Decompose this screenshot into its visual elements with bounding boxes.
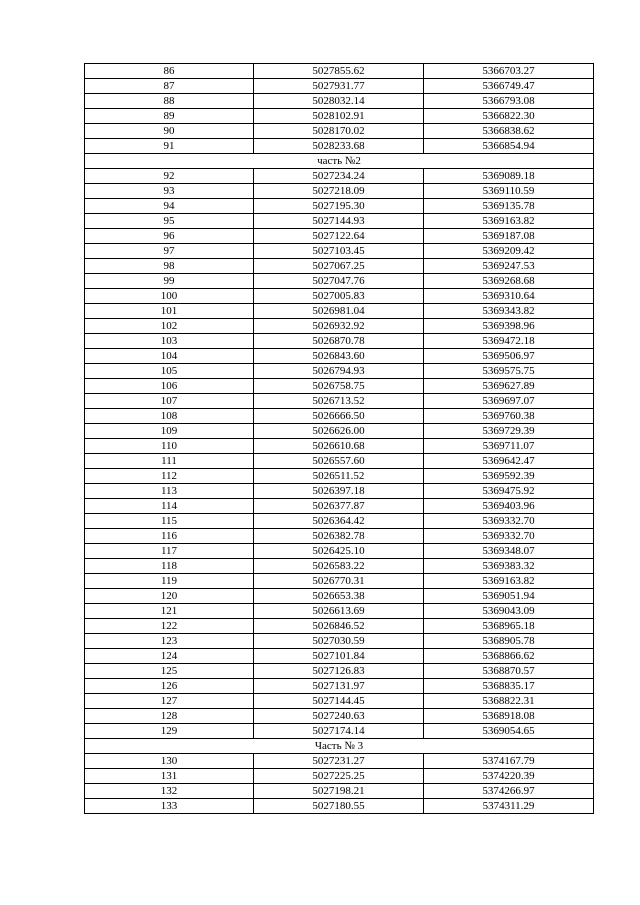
x-coordinate-cell: 5026770.31 xyxy=(254,574,424,589)
x-coordinate-cell: 5027180.55 xyxy=(254,799,424,814)
x-coordinate-cell: 5026666.50 xyxy=(254,409,424,424)
table-row xyxy=(85,469,594,484)
y-coordinate-cell: 5369163.82 xyxy=(424,574,594,589)
y-coordinate-cell: 5369383.32 xyxy=(424,559,594,574)
point-number-cell: 133 xyxy=(85,799,254,814)
y-coordinate-cell: 5369163.82 xyxy=(424,214,594,229)
table-row xyxy=(85,709,594,724)
coordinates-table-body xyxy=(85,64,594,814)
x-coordinate-cell: 5026758.75 xyxy=(254,379,424,394)
table-row xyxy=(85,379,594,394)
y-coordinate-cell: 5369729.39 xyxy=(424,424,594,439)
table-row xyxy=(85,244,594,259)
point-number-cell: 110 xyxy=(85,439,254,454)
section-header-row xyxy=(85,154,594,169)
y-coordinate-cell: 5366793.08 xyxy=(424,94,594,109)
table-row xyxy=(85,694,594,709)
x-coordinate-cell: 5026653.38 xyxy=(254,589,424,604)
x-coordinate-cell: 5027144.93 xyxy=(254,214,424,229)
point-number-cell: 119 xyxy=(85,574,254,589)
point-number-cell: 130 xyxy=(85,754,254,769)
table-row xyxy=(85,169,594,184)
table-row xyxy=(85,424,594,439)
point-number-cell: 103 xyxy=(85,334,254,349)
x-coordinate-cell: 5026846.52 xyxy=(254,619,424,634)
x-coordinate-cell: 5026610.68 xyxy=(254,439,424,454)
point-number-cell: 127 xyxy=(85,694,254,709)
x-coordinate-cell: 5027122.64 xyxy=(254,229,424,244)
section-header: Часть № 3 xyxy=(85,739,594,754)
table-row xyxy=(85,619,594,634)
y-coordinate-cell: 5369187.08 xyxy=(424,229,594,244)
x-coordinate-cell: 5026613.69 xyxy=(254,604,424,619)
point-number-cell: 87 xyxy=(85,79,254,94)
y-coordinate-cell: 5369575.75 xyxy=(424,364,594,379)
table-row xyxy=(85,319,594,334)
y-coordinate-cell: 5368965.18 xyxy=(424,619,594,634)
y-coordinate-cell: 5369348.07 xyxy=(424,544,594,559)
y-coordinate-cell: 5369403.96 xyxy=(424,499,594,514)
table-row xyxy=(85,199,594,214)
coordinates-table xyxy=(84,63,594,814)
point-number-cell: 100 xyxy=(85,289,254,304)
x-coordinate-cell: 5027231.27 xyxy=(254,754,424,769)
table-row xyxy=(85,139,594,154)
x-coordinate-cell: 5026981.04 xyxy=(254,304,424,319)
y-coordinate-cell: 5368835.17 xyxy=(424,679,594,694)
y-coordinate-cell: 5366703.27 xyxy=(424,64,594,79)
point-number-cell: 92 xyxy=(85,169,254,184)
x-coordinate-cell: 5028233.68 xyxy=(254,139,424,154)
point-number-cell: 86 xyxy=(85,64,254,79)
point-number-cell: 93 xyxy=(85,184,254,199)
table-row xyxy=(85,559,594,574)
x-coordinate-cell: 5026583.22 xyxy=(254,559,424,574)
point-number-cell: 124 xyxy=(85,649,254,664)
point-number-cell: 105 xyxy=(85,364,254,379)
y-coordinate-cell: 5374266.97 xyxy=(424,784,594,799)
point-number-cell: 104 xyxy=(85,349,254,364)
y-coordinate-cell: 5369135.78 xyxy=(424,199,594,214)
y-coordinate-cell: 5368866.62 xyxy=(424,649,594,664)
y-coordinate-cell: 5369472.18 xyxy=(424,334,594,349)
x-coordinate-cell: 5027855.62 xyxy=(254,64,424,79)
table-row xyxy=(85,574,594,589)
point-number-cell: 126 xyxy=(85,679,254,694)
x-coordinate-cell: 5027144.45 xyxy=(254,694,424,709)
table-row xyxy=(85,499,594,514)
table-row xyxy=(85,514,594,529)
point-number-cell: 94 xyxy=(85,199,254,214)
x-coordinate-cell: 5026794.93 xyxy=(254,364,424,379)
table-row xyxy=(85,94,594,109)
x-coordinate-cell: 5027195.30 xyxy=(254,199,424,214)
table-row xyxy=(85,664,594,679)
table-row xyxy=(85,589,594,604)
point-number-cell: 107 xyxy=(85,394,254,409)
table-row xyxy=(85,289,594,304)
table-row xyxy=(85,214,594,229)
point-number-cell: 113 xyxy=(85,484,254,499)
point-number-cell: 132 xyxy=(85,784,254,799)
y-coordinate-cell: 5369642.47 xyxy=(424,454,594,469)
x-coordinate-cell: 5027218.09 xyxy=(254,184,424,199)
point-number-cell: 90 xyxy=(85,124,254,139)
section-header: часть №2 xyxy=(85,154,594,169)
point-number-cell: 125 xyxy=(85,664,254,679)
point-number-cell: 95 xyxy=(85,214,254,229)
y-coordinate-cell: 5369209.42 xyxy=(424,244,594,259)
table-row xyxy=(85,634,594,649)
point-number-cell: 123 xyxy=(85,634,254,649)
y-coordinate-cell: 5368822.31 xyxy=(424,694,594,709)
table-row xyxy=(85,799,594,814)
y-coordinate-cell: 5368918.08 xyxy=(424,709,594,724)
x-coordinate-cell: 5026843.60 xyxy=(254,349,424,364)
y-coordinate-cell: 5369089.18 xyxy=(424,169,594,184)
y-coordinate-cell: 5369343.82 xyxy=(424,304,594,319)
point-number-cell: 109 xyxy=(85,424,254,439)
x-coordinate-cell: 5027240.63 xyxy=(254,709,424,724)
x-coordinate-cell: 5027131.97 xyxy=(254,679,424,694)
x-coordinate-cell: 5028170.02 xyxy=(254,124,424,139)
x-coordinate-cell: 5027225.25 xyxy=(254,769,424,784)
table-row xyxy=(85,604,594,619)
y-coordinate-cell: 5369332.70 xyxy=(424,529,594,544)
y-coordinate-cell: 5369592.39 xyxy=(424,469,594,484)
table-row xyxy=(85,79,594,94)
table-row xyxy=(85,109,594,124)
point-number-cell: 131 xyxy=(85,769,254,784)
y-coordinate-cell: 5366822.30 xyxy=(424,109,594,124)
point-number-cell: 102 xyxy=(85,319,254,334)
x-coordinate-cell: 5027126.83 xyxy=(254,664,424,679)
point-number-cell: 116 xyxy=(85,529,254,544)
x-coordinate-cell: 5026870.78 xyxy=(254,334,424,349)
point-number-cell: 122 xyxy=(85,619,254,634)
x-coordinate-cell: 5026932.92 xyxy=(254,319,424,334)
point-number-cell: 106 xyxy=(85,379,254,394)
y-coordinate-cell: 5369398.96 xyxy=(424,319,594,334)
y-coordinate-cell: 5369268.68 xyxy=(424,274,594,289)
table-row xyxy=(85,529,594,544)
x-coordinate-cell: 5026425.10 xyxy=(254,544,424,559)
point-number-cell: 108 xyxy=(85,409,254,424)
y-coordinate-cell: 5366749.47 xyxy=(424,79,594,94)
x-coordinate-cell: 5026364.42 xyxy=(254,514,424,529)
x-coordinate-cell: 5027931.77 xyxy=(254,79,424,94)
table-row xyxy=(85,229,594,244)
y-coordinate-cell: 5368905.78 xyxy=(424,634,594,649)
table-row xyxy=(85,439,594,454)
y-coordinate-cell: 5369475.92 xyxy=(424,484,594,499)
point-number-cell: 91 xyxy=(85,139,254,154)
x-coordinate-cell: 5027174.14 xyxy=(254,724,424,739)
table-row xyxy=(85,784,594,799)
x-coordinate-cell: 5027103.45 xyxy=(254,244,424,259)
y-coordinate-cell: 5366838.62 xyxy=(424,124,594,139)
x-coordinate-cell: 5027067.25 xyxy=(254,259,424,274)
point-number-cell: 97 xyxy=(85,244,254,259)
y-coordinate-cell: 5369711.07 xyxy=(424,439,594,454)
point-number-cell: 129 xyxy=(85,724,254,739)
table-row xyxy=(85,349,594,364)
y-coordinate-cell: 5369627.89 xyxy=(424,379,594,394)
y-coordinate-cell: 5369043.09 xyxy=(424,604,594,619)
x-coordinate-cell: 5026377.87 xyxy=(254,499,424,514)
point-number-cell: 120 xyxy=(85,589,254,604)
table-row xyxy=(85,679,594,694)
table-row xyxy=(85,394,594,409)
x-coordinate-cell: 5027030.59 xyxy=(254,634,424,649)
y-coordinate-cell: 5374167.79 xyxy=(424,754,594,769)
x-coordinate-cell: 5026397.18 xyxy=(254,484,424,499)
table-row xyxy=(85,754,594,769)
y-coordinate-cell: 5369110.59 xyxy=(424,184,594,199)
x-coordinate-cell: 5026511.52 xyxy=(254,469,424,484)
y-coordinate-cell: 5366854.94 xyxy=(424,139,594,154)
table-row xyxy=(85,484,594,499)
table-row xyxy=(85,769,594,784)
point-number-cell: 121 xyxy=(85,604,254,619)
y-coordinate-cell: 5368870.57 xyxy=(424,664,594,679)
point-number-cell: 118 xyxy=(85,559,254,574)
y-coordinate-cell: 5369310.64 xyxy=(424,289,594,304)
table-row xyxy=(85,724,594,739)
point-number-cell: 115 xyxy=(85,514,254,529)
table-row xyxy=(85,274,594,289)
x-coordinate-cell: 5026382.78 xyxy=(254,529,424,544)
point-number-cell: 112 xyxy=(85,469,254,484)
point-number-cell: 128 xyxy=(85,709,254,724)
point-number-cell: 114 xyxy=(85,499,254,514)
y-coordinate-cell: 5374220.39 xyxy=(424,769,594,784)
table-row xyxy=(85,184,594,199)
table-row xyxy=(85,304,594,319)
point-number-cell: 88 xyxy=(85,94,254,109)
point-number-cell: 96 xyxy=(85,229,254,244)
x-coordinate-cell: 5026626.00 xyxy=(254,424,424,439)
x-coordinate-cell: 5027101.84 xyxy=(254,649,424,664)
y-coordinate-cell: 5369054.65 xyxy=(424,724,594,739)
point-number-cell: 117 xyxy=(85,544,254,559)
table-row xyxy=(85,544,594,559)
x-coordinate-cell: 5027005.83 xyxy=(254,289,424,304)
table-row xyxy=(85,124,594,139)
table-row xyxy=(85,64,594,79)
y-coordinate-cell: 5369051.94 xyxy=(424,589,594,604)
table-row xyxy=(85,259,594,274)
point-number-cell: 101 xyxy=(85,304,254,319)
section-header-row xyxy=(85,739,594,754)
x-coordinate-cell: 5027047.76 xyxy=(254,274,424,289)
point-number-cell: 111 xyxy=(85,454,254,469)
x-coordinate-cell: 5026713.52 xyxy=(254,394,424,409)
y-coordinate-cell: 5369247.53 xyxy=(424,259,594,274)
point-number-cell: 99 xyxy=(85,274,254,289)
x-coordinate-cell: 5027234.24 xyxy=(254,169,424,184)
y-coordinate-cell: 5369506.97 xyxy=(424,349,594,364)
x-coordinate-cell: 5028032.14 xyxy=(254,94,424,109)
table-row xyxy=(85,409,594,424)
point-number-cell: 89 xyxy=(85,109,254,124)
y-coordinate-cell: 5369697.07 xyxy=(424,394,594,409)
y-coordinate-cell: 5369332.70 xyxy=(424,514,594,529)
point-number-cell: 98 xyxy=(85,259,254,274)
table-row xyxy=(85,649,594,664)
table-row xyxy=(85,334,594,349)
x-coordinate-cell: 5026557.60 xyxy=(254,454,424,469)
y-coordinate-cell: 5374311.29 xyxy=(424,799,594,814)
x-coordinate-cell: 5028102.91 xyxy=(254,109,424,124)
x-coordinate-cell: 5027198.21 xyxy=(254,784,424,799)
table-row xyxy=(85,454,594,469)
table-row xyxy=(85,364,594,379)
y-coordinate-cell: 5369760.38 xyxy=(424,409,594,424)
